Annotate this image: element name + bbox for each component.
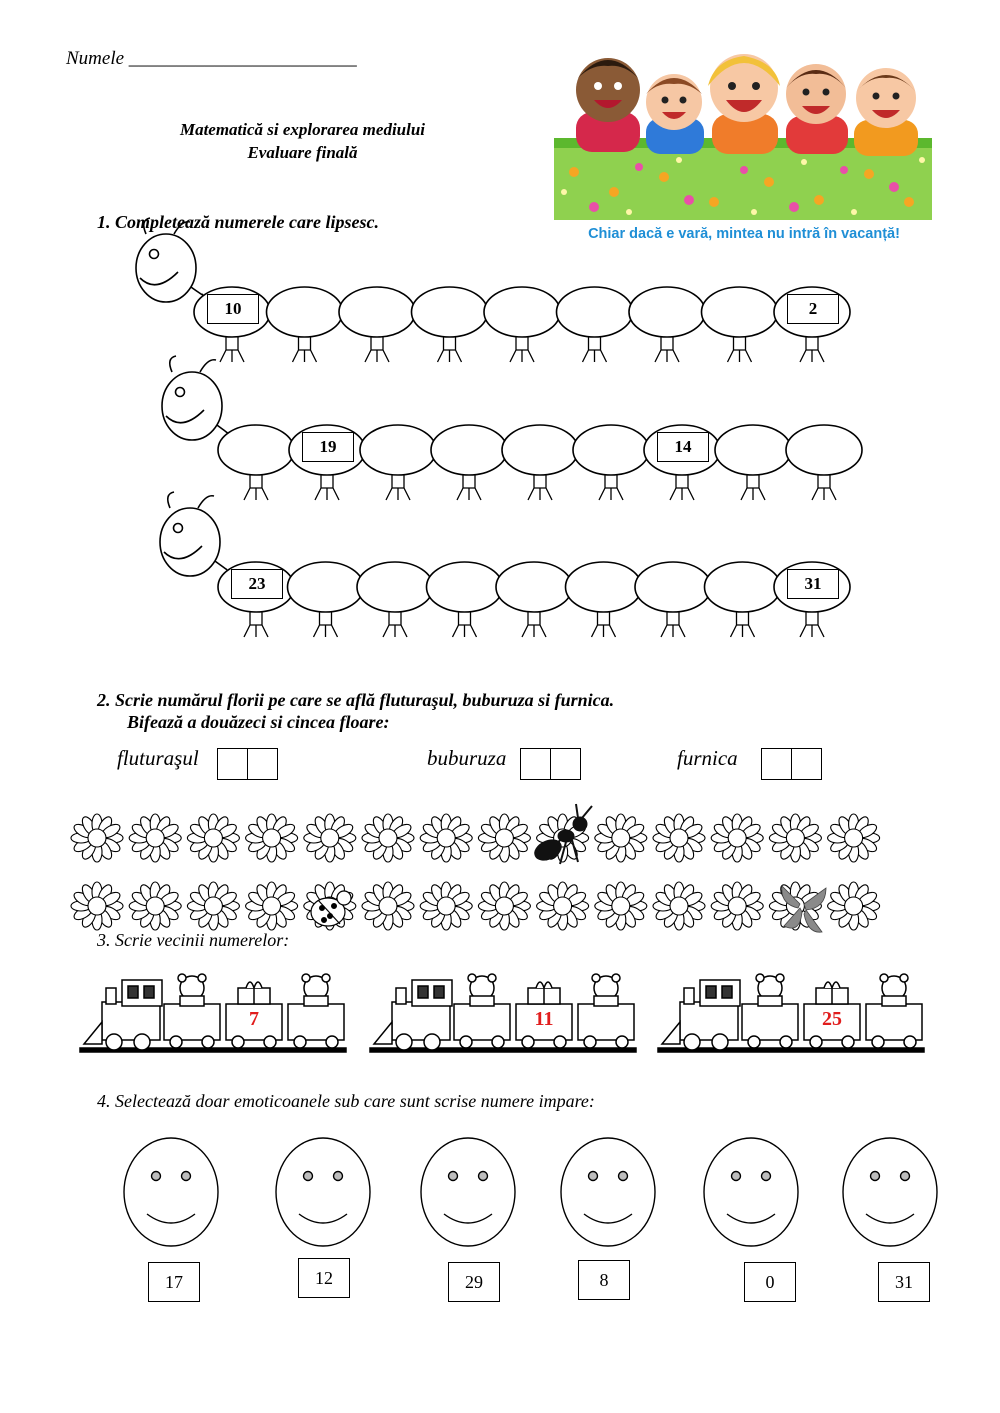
question-4-text: 4. Selectează doar emoticoanele sub care sunt scrise numere impare: xyxy=(97,1091,595,1111)
teddy-bear-ear xyxy=(468,974,476,982)
banner-caption: Chiar dacă e vară, mintea nu intră în vacanță! xyxy=(588,226,900,242)
flower-center xyxy=(88,897,106,915)
given-number-box: 19 xyxy=(302,432,354,462)
smileys-drawing xyxy=(0,1130,1000,1270)
caterpillar-segment xyxy=(218,425,294,475)
cab-window xyxy=(128,986,138,998)
caterpillar-leg xyxy=(812,474,836,500)
daisy-flower xyxy=(129,882,181,930)
train-rails xyxy=(370,1048,636,1052)
teddy-bear-ear xyxy=(776,974,784,982)
flower-center xyxy=(146,897,164,915)
train-wheel xyxy=(294,1036,306,1048)
train-wheel xyxy=(134,1034,150,1050)
wagon xyxy=(578,1004,634,1040)
smiley-number-box[interactable]: 17 xyxy=(148,1262,200,1302)
train-wheel xyxy=(904,1036,916,1048)
flower-center xyxy=(845,897,863,915)
name-field xyxy=(66,48,357,70)
train-wheel xyxy=(684,1034,700,1050)
daisy-flower xyxy=(420,814,472,862)
teddy-bear-body xyxy=(470,996,494,1006)
units-digit-box[interactable] xyxy=(247,749,277,779)
caterpillar-leg xyxy=(315,474,339,500)
train-wheel xyxy=(460,1036,472,1048)
smiley-eye xyxy=(871,1172,880,1181)
daisy-flower xyxy=(420,882,472,930)
flower-center xyxy=(379,897,397,915)
ant-head xyxy=(573,817,587,831)
caterpillar-segment xyxy=(715,425,791,475)
smiley-eye xyxy=(762,1172,771,1181)
smiley-outline xyxy=(843,1138,937,1246)
smiley-outline xyxy=(561,1138,655,1246)
caterpillar-segment xyxy=(339,287,415,337)
flower-center xyxy=(321,829,339,847)
caterpillar-leg xyxy=(741,474,765,500)
caterpillar-head xyxy=(162,372,222,440)
cow-catcher xyxy=(84,1022,102,1044)
caterpillar-segment xyxy=(557,287,633,337)
wagon xyxy=(454,1004,510,1040)
smiley-number-box[interactable]: 29 xyxy=(448,1262,500,1302)
train-wheel xyxy=(554,1036,566,1048)
caterpillar-segment xyxy=(288,562,364,612)
given-number-box: 14 xyxy=(657,432,709,462)
ant-answer-boxes[interactable] xyxy=(761,748,822,780)
question-1-text: 1. Completează numerele care lipsesc. xyxy=(97,212,379,232)
smiley-outline xyxy=(421,1138,515,1246)
chimney xyxy=(396,988,406,1004)
name-line[interactable]: ________________________ xyxy=(128,48,357,69)
daisy-flower xyxy=(769,814,821,862)
ladybug-spot xyxy=(320,906,325,911)
flower-center xyxy=(728,829,746,847)
toy-train xyxy=(658,974,924,1052)
train-rails xyxy=(80,1048,346,1052)
flower-center xyxy=(612,897,630,915)
teddy-bear-body xyxy=(882,996,906,1006)
daisy-flower xyxy=(711,814,763,862)
smiley-eye xyxy=(182,1172,191,1181)
train-wheel xyxy=(424,1034,440,1050)
smiley-eye xyxy=(479,1172,488,1181)
flower-center xyxy=(612,829,630,847)
daisy-flower xyxy=(304,814,356,862)
caterpillar-head xyxy=(160,508,220,576)
tens-digit-box[interactable] xyxy=(762,749,791,779)
daisy-flower xyxy=(71,882,123,930)
ant-label: furnica xyxy=(677,746,738,770)
daisy-flower xyxy=(478,882,530,930)
caterpillar-leg xyxy=(293,336,317,362)
daisy-flower xyxy=(246,882,298,930)
ladybug-spot xyxy=(332,904,337,909)
flower-center xyxy=(495,829,513,847)
smiley-face xyxy=(421,1138,515,1246)
question-2-text-line2: Bifează a douăzeci si cincea floare: xyxy=(127,712,390,732)
teddy-bear-ear xyxy=(322,974,330,982)
ladybug-spot xyxy=(322,918,327,923)
children-banner-image xyxy=(554,42,932,220)
teddy-bear-ear xyxy=(756,974,764,982)
caterpillar-segment xyxy=(702,287,778,337)
cab-window xyxy=(144,986,154,998)
daisy-flower xyxy=(595,882,647,930)
flower-center xyxy=(728,897,746,915)
caterpillar-segment xyxy=(786,425,862,475)
caterpillar-leg xyxy=(655,336,679,362)
chimney xyxy=(684,988,694,1004)
daisy-flower xyxy=(246,814,298,862)
butterfly-label: fluturaşul xyxy=(117,746,199,770)
caterpillar-segment xyxy=(267,287,343,337)
worksheet-title: Evaluare finală xyxy=(247,143,358,162)
caterpillar-leg xyxy=(244,474,268,500)
smiley-eye xyxy=(152,1172,161,1181)
caterpillar-leg xyxy=(510,336,534,362)
train-wheel xyxy=(712,1034,728,1050)
smiley-number-box[interactable]: 8 xyxy=(578,1260,630,1300)
given-number-box: 10 xyxy=(207,294,259,324)
caterpillar-leg xyxy=(386,474,410,500)
caterpillar-leg xyxy=(528,474,552,500)
smiley-outline xyxy=(704,1138,798,1246)
caterpillar-leg xyxy=(731,611,755,637)
flower-center xyxy=(670,897,688,915)
flower-center xyxy=(437,829,455,847)
daisy-flower xyxy=(653,814,705,862)
caterpillar-head xyxy=(136,234,196,302)
teddy-bear-body xyxy=(594,996,618,1006)
caterpillar xyxy=(136,218,850,362)
smiley-eye xyxy=(589,1172,598,1181)
units-digit-box[interactable] xyxy=(550,749,580,779)
smiley-eye xyxy=(901,1172,910,1181)
caterpillar-leg xyxy=(592,611,616,637)
caterpillar-segment xyxy=(629,287,705,337)
smiley-number-box[interactable]: 0 xyxy=(744,1262,796,1302)
flower-center xyxy=(379,829,397,847)
caterpillar-segment xyxy=(573,425,649,475)
flower-center xyxy=(495,897,513,915)
daisy-flower xyxy=(129,814,181,862)
caterpillar-segment xyxy=(360,425,436,475)
teddy-bear-ear xyxy=(592,974,600,982)
caterpillar-leg xyxy=(800,336,824,362)
train-wheel xyxy=(522,1036,534,1048)
train-wheel xyxy=(492,1036,504,1048)
smiley-eye xyxy=(334,1172,343,1181)
worksheet-subject: Matematică si explorarea mediului xyxy=(179,120,426,139)
flower-center xyxy=(437,897,455,915)
wagon xyxy=(164,1004,220,1040)
caterpillar-leg xyxy=(583,336,607,362)
wagon xyxy=(288,1004,344,1040)
given-number-box: 23 xyxy=(231,569,283,599)
caterpillar-segment xyxy=(502,425,578,475)
daisy-flower xyxy=(478,814,530,862)
wagon xyxy=(742,1004,798,1040)
teddy-bear-body xyxy=(758,996,782,1006)
question-3-text: 3. Scrie vecinii numerelor: xyxy=(97,930,290,950)
teddy-bear-ear xyxy=(880,974,888,982)
cab-window xyxy=(434,986,444,998)
flower-center xyxy=(263,829,281,847)
cab-window xyxy=(706,986,716,998)
daisy-flower xyxy=(362,814,414,862)
train-wheel xyxy=(170,1036,182,1048)
train-wheel xyxy=(202,1036,214,1048)
train-wheel xyxy=(872,1036,884,1048)
cow-catcher xyxy=(374,1022,392,1044)
smiley-face xyxy=(843,1138,937,1246)
ladybug-label: buburuza xyxy=(427,746,507,770)
caterpillar-segment xyxy=(427,562,503,612)
flower-center xyxy=(670,829,688,847)
caterpillar-leg xyxy=(244,611,268,637)
teddy-bear-ear xyxy=(302,974,310,982)
antenna-right xyxy=(198,496,214,508)
train-wheel xyxy=(396,1034,412,1050)
caterpillar-leg xyxy=(670,474,694,500)
teddy-bear-body xyxy=(180,996,204,1006)
smiley-outline xyxy=(124,1138,218,1246)
cab-window xyxy=(418,986,428,998)
smiley-number-box[interactable]: 12 xyxy=(298,1258,350,1298)
flower-center xyxy=(786,829,804,847)
teddy-bear-ear xyxy=(488,974,496,982)
toy-train xyxy=(80,974,346,1052)
antenna-right xyxy=(200,360,216,372)
antenna-left xyxy=(144,218,150,234)
daisy-flower xyxy=(828,814,880,862)
teddy-bear-ear xyxy=(900,974,908,982)
cab-window xyxy=(722,986,732,998)
daisy-flower xyxy=(71,814,123,862)
train-number: 11 xyxy=(534,1008,554,1030)
caterpillar-leg xyxy=(457,474,481,500)
train-number: 7 xyxy=(249,1008,259,1030)
caterpillar xyxy=(160,492,850,637)
train-wheel xyxy=(584,1036,596,1048)
train-wheel xyxy=(264,1036,276,1048)
caterpillar-leg xyxy=(661,611,685,637)
flower-center xyxy=(845,829,863,847)
antenna-left xyxy=(170,356,176,372)
caterpillar-segment xyxy=(412,287,488,337)
teddy-bear-body xyxy=(304,996,328,1006)
caterpillar-segment xyxy=(635,562,711,612)
caterpillar-leg xyxy=(383,611,407,637)
tens-digit-box[interactable] xyxy=(218,749,247,779)
flower-center xyxy=(204,897,222,915)
caterpillar-leg xyxy=(314,611,338,637)
caterpillar-segment xyxy=(566,562,642,612)
smiley-outline xyxy=(276,1138,370,1246)
flower-center xyxy=(554,897,572,915)
train-rails xyxy=(658,1048,924,1052)
smiley-eye xyxy=(619,1172,628,1181)
caterpillar-leg xyxy=(728,336,752,362)
daisy-flower xyxy=(828,882,880,930)
caterpillar xyxy=(162,356,862,500)
smiley-face xyxy=(561,1138,655,1246)
given-number-box: 2 xyxy=(787,294,839,324)
name-label: Numele xyxy=(66,48,125,69)
caterpillar-segment xyxy=(484,287,560,337)
train-wheel xyxy=(810,1036,822,1048)
daisy-flower xyxy=(187,814,239,862)
chimney xyxy=(106,988,116,1004)
caterpillar-leg xyxy=(365,336,389,362)
daisy-flower xyxy=(711,882,763,930)
smiley-eye xyxy=(732,1172,741,1181)
train-wheel xyxy=(780,1036,792,1048)
wagon xyxy=(866,1004,922,1040)
ladybug-answer-boxes[interactable] xyxy=(520,748,581,780)
caterpillar-leg xyxy=(599,474,623,500)
daisy-flower xyxy=(187,882,239,930)
teddy-bear-ear xyxy=(198,974,206,982)
flower-center xyxy=(204,829,222,847)
flower-center xyxy=(263,897,281,915)
flower-center xyxy=(88,829,106,847)
ladybug-spot xyxy=(328,914,333,919)
smiley-face xyxy=(704,1138,798,1246)
train-wheel xyxy=(842,1036,854,1048)
caterpillar-leg xyxy=(438,336,462,362)
caterpillar-leg xyxy=(220,336,244,362)
teddy-bear-ear xyxy=(178,974,186,982)
smiley-eye xyxy=(449,1172,458,1181)
daisy-flower xyxy=(595,814,647,862)
teddy-bear-ear xyxy=(612,974,620,982)
caterpillars-drawing xyxy=(0,200,1000,680)
question-2-text-line1: 2. Scrie numărul florii pe care se află fluturaşul, buburuza si furnica. xyxy=(97,690,615,710)
smiley-face xyxy=(276,1138,370,1246)
antenna-right xyxy=(174,222,190,234)
train-number: 25 xyxy=(822,1008,842,1030)
caterpillar-leg xyxy=(453,611,477,637)
smiley-number-box[interactable]: 31 xyxy=(878,1262,930,1302)
caterpillar-segment xyxy=(431,425,507,475)
smiley-face xyxy=(124,1138,218,1246)
cow-catcher xyxy=(662,1022,680,1044)
antenna-left xyxy=(168,492,174,508)
toy-train xyxy=(370,974,636,1052)
units-digit-box[interactable] xyxy=(791,749,821,779)
train-wheel xyxy=(326,1036,338,1048)
smiley-eye xyxy=(304,1172,313,1181)
ladybug-head xyxy=(337,891,351,905)
daisy-flower xyxy=(537,882,589,930)
train-wheel xyxy=(748,1036,760,1048)
train-wheel xyxy=(232,1036,244,1048)
butterfly-answer-boxes[interactable] xyxy=(217,748,278,780)
caterpillar-segment xyxy=(705,562,781,612)
daisy-flower xyxy=(362,882,414,930)
caterpillar-leg xyxy=(800,611,824,637)
train-wheel xyxy=(106,1034,122,1050)
flower-center xyxy=(146,829,164,847)
given-number-box: 31 xyxy=(787,569,839,599)
tens-digit-box[interactable] xyxy=(521,749,550,779)
flower-rows xyxy=(0,800,1000,940)
caterpillar-segment xyxy=(496,562,572,612)
train-wheel xyxy=(616,1036,628,1048)
daisy-flower xyxy=(653,882,705,930)
caterpillar-segment xyxy=(357,562,433,612)
caterpillar-leg xyxy=(522,611,546,637)
